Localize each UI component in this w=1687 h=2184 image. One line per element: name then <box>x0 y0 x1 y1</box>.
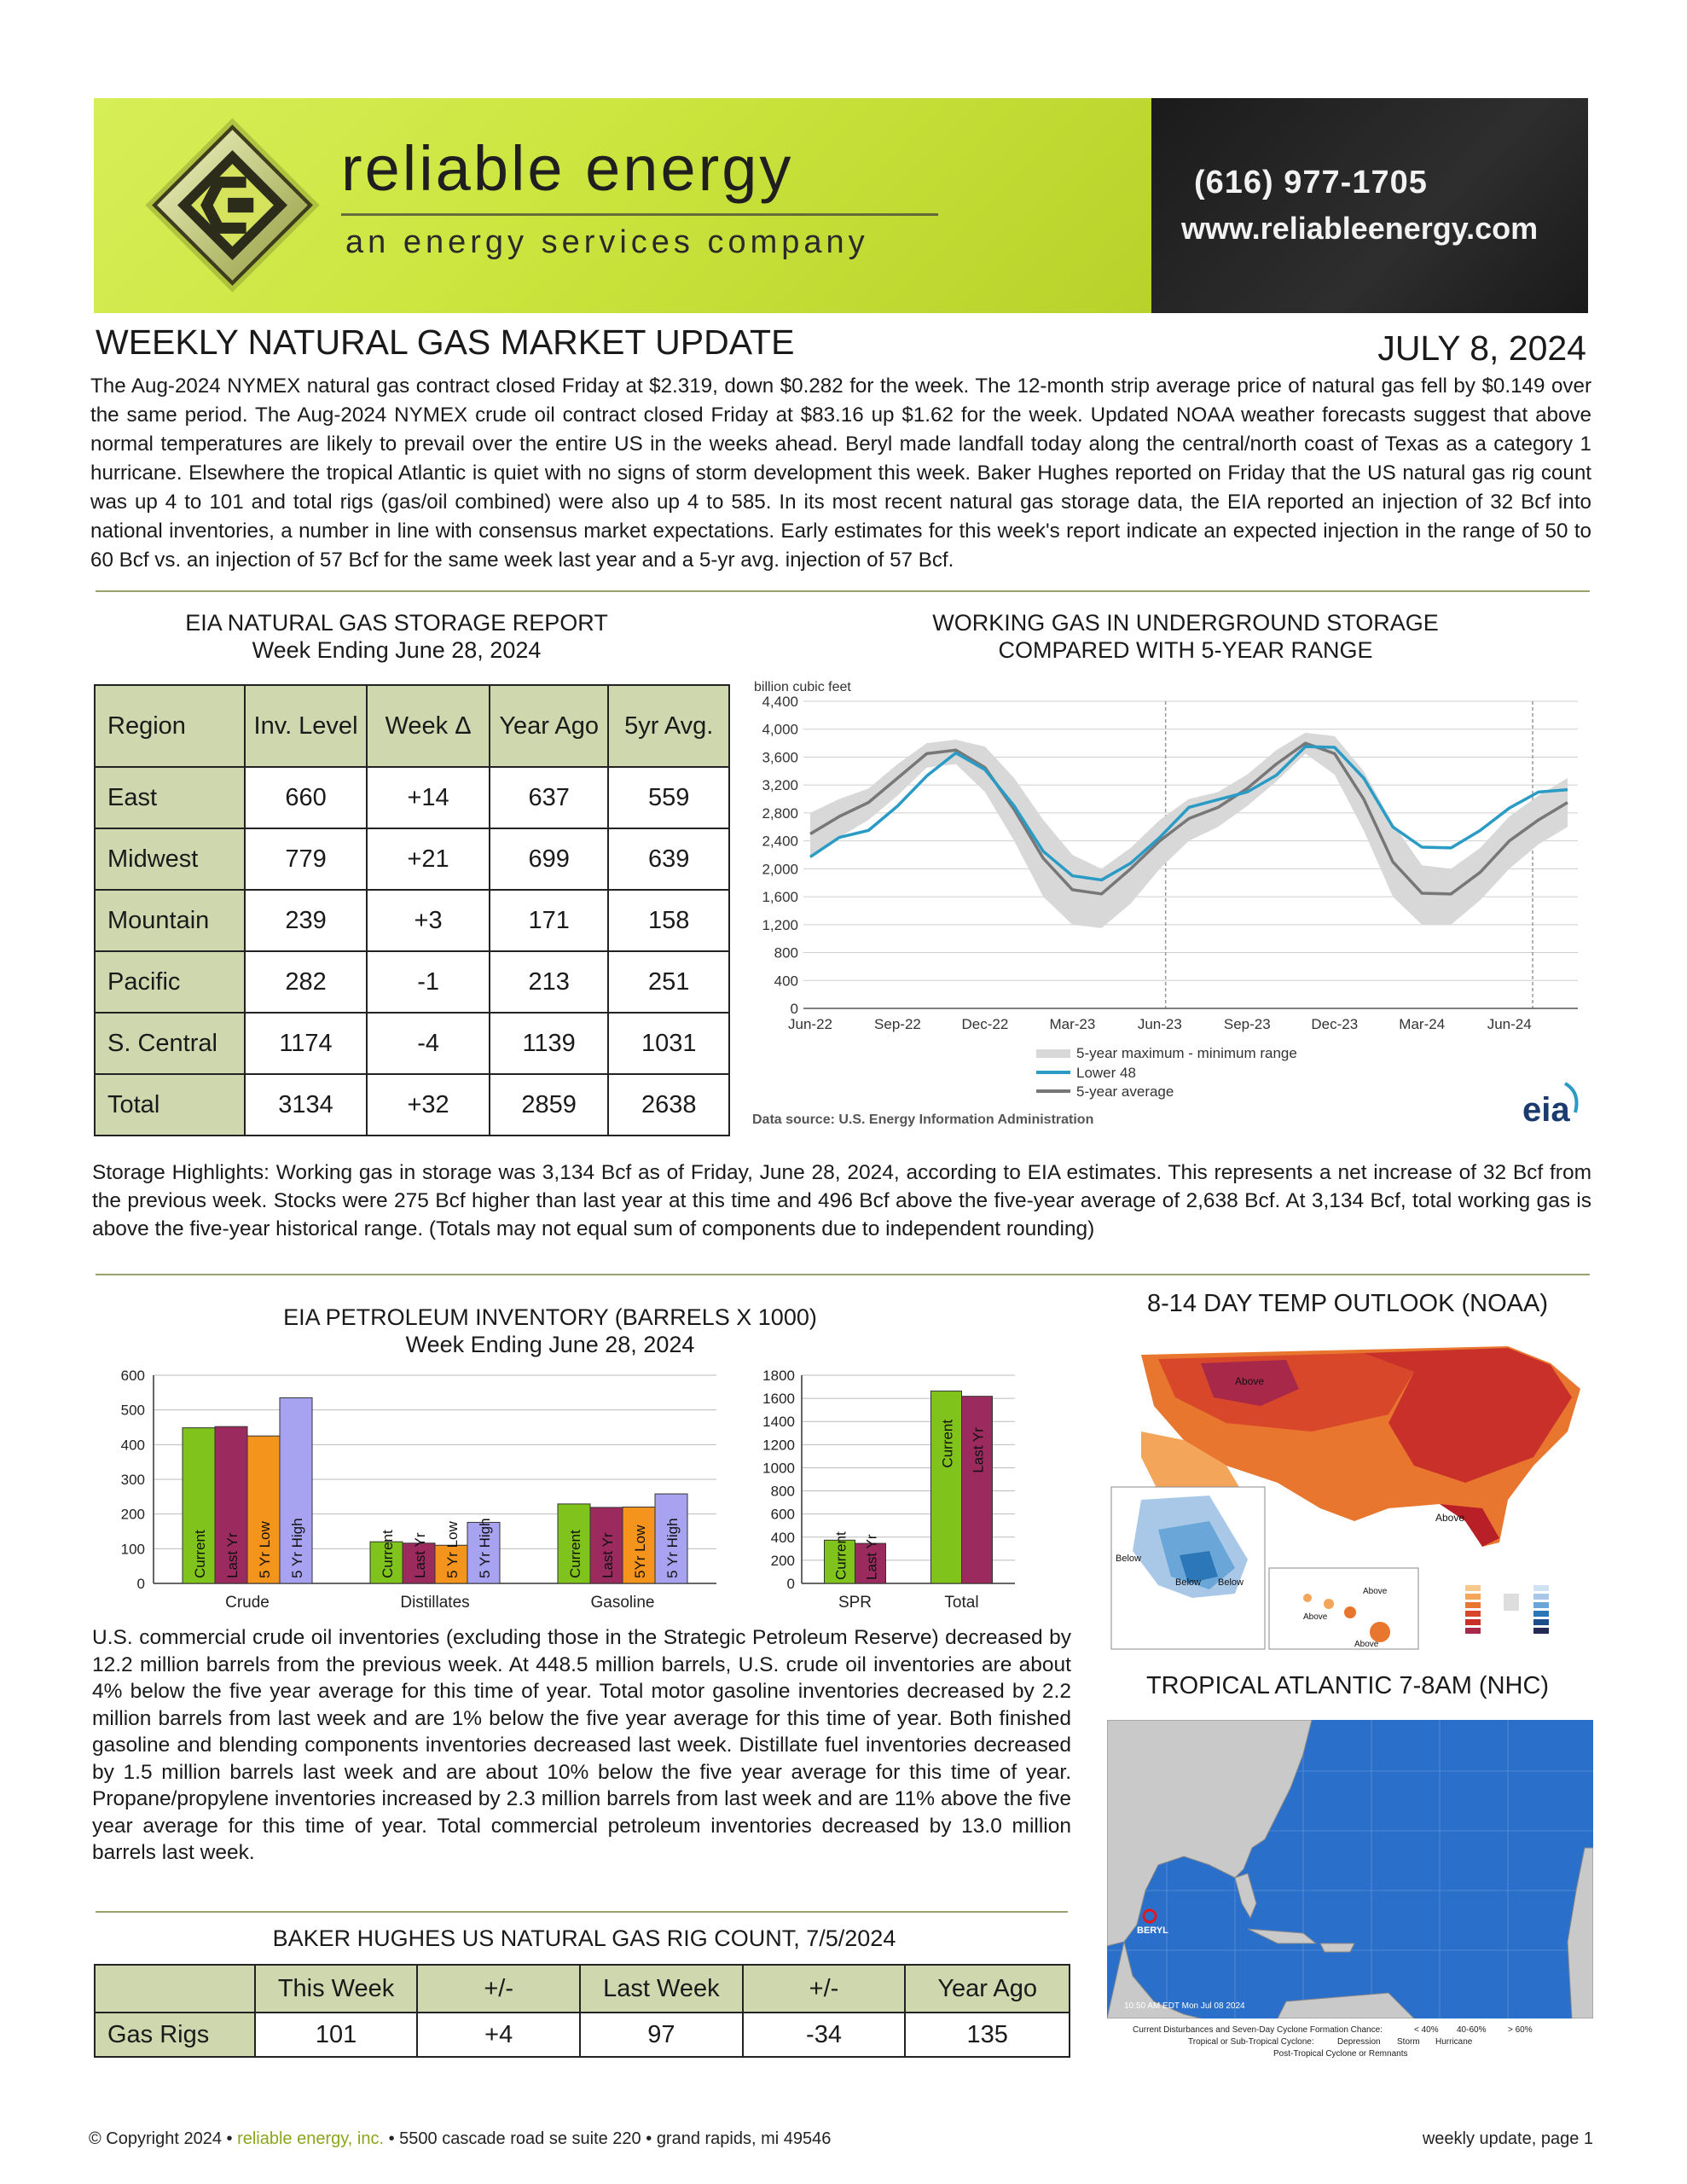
header-week-change: Week Δ <box>367 685 490 767</box>
table-cell: -34 <box>743 2013 906 2057</box>
y-tick-label: 1400 <box>762 1414 795 1431</box>
y-tick-label: 300 <box>120 1472 145 1488</box>
table-row <box>95 2013 1070 2057</box>
table-cell: +32 <box>367 1074 490 1136</box>
brand-divider <box>341 213 938 216</box>
phone-number: (616) 977-1705 <box>1194 165 1428 200</box>
y-tick-label: 600 <box>120 1368 145 1384</box>
petroleum-bar-chart <box>94 1365 1066 1621</box>
y-tick-label: 600 <box>770 1506 795 1523</box>
legend-high: > 60% <box>1508 2025 1533 2035</box>
y-tick-label: 200 <box>770 1552 795 1569</box>
x-tick-label: Sep-23 <box>1223 1016 1271 1032</box>
bar-label: Current <box>939 1419 956 1468</box>
y-tick-label: 800 <box>774 944 798 961</box>
hawaii-label-above: Above <box>1363 1587 1388 1596</box>
chart-unit-label: billion cubic feet <box>754 680 851 694</box>
table-cell: 3134 <box>245 1074 368 1136</box>
temp-outlook-title: 8-14 DAY TEMP OUTLOOK (NOAA) <box>1146 1290 1549 1317</box>
y-tick-label: 1,200 <box>762 916 798 933</box>
bar-label: Last Yr <box>863 1534 880 1580</box>
storage-line-chart <box>751 676 1595 1136</box>
y-tick-label: 500 <box>120 1402 145 1419</box>
table-cell: 239 <box>245 890 368 951</box>
tropical-atlantic-map <box>1107 1720 1593 2061</box>
footer-company: reliable energy, inc. <box>237 2129 385 2148</box>
hawaii-label-above-2: Above <box>1303 1612 1328 1622</box>
legend-hurricane: Hurricane <box>1435 2037 1473 2047</box>
bar-label: Last Yr <box>412 1532 428 1578</box>
petroleum-chart-title: EIA PETROLEUM INVENTORY (BARRELS X 1000) <box>283 1304 817 1330</box>
region-label: Total <box>95 1074 245 1136</box>
header-5yr-avg: 5yr Avg. <box>608 685 729 767</box>
y-tick-label: 100 <box>120 1541 145 1558</box>
footer-copyright: © Copyright 2024 <box>89 2129 222 2148</box>
table-cell: 1139 <box>490 1013 609 1074</box>
table-cell: 97 <box>580 2013 743 2057</box>
y-tick-label: 400 <box>774 973 798 990</box>
x-tick-label: Mar-23 <box>1049 1016 1096 1032</box>
y-tick-label: 1000 <box>762 1460 795 1477</box>
alaska-label-below-2: Below <box>1175 1577 1201 1588</box>
page-title: WEEKLY NATURAL GAS MARKET UPDATE <box>96 322 795 362</box>
legend-low: < 40% <box>1414 2025 1439 2035</box>
x-tick-label: Jun-24 <box>1487 1016 1532 1032</box>
y-tick-label: 2,000 <box>762 861 798 878</box>
y-tick-label: 2,800 <box>762 804 798 822</box>
bar-total-1 <box>962 1397 993 1583</box>
table-cell: +3 <box>367 890 490 951</box>
table-cell: +4 <box>417 2013 580 2057</box>
beryl-label: BERYL <box>1137 1926 1168 1936</box>
table-cell: 699 <box>490 828 609 890</box>
rig-count-table <box>94 1964 1070 2058</box>
header-this-week: This Week <box>255 1965 418 2013</box>
y-tick-label: 400 <box>770 1529 795 1546</box>
map-label-above-se: Above <box>1435 1512 1465 1524</box>
region-label: Mountain <box>95 890 245 951</box>
legend-swatch-range <box>1036 1049 1070 1058</box>
y-tick-label: 1200 <box>762 1437 795 1454</box>
table-cell: 135 <box>905 2013 1070 2057</box>
footer-bullet: • <box>646 2129 657 2148</box>
y-tick-label: 4,400 <box>762 694 798 710</box>
range-band <box>810 733 1568 928</box>
table-cell: 2638 <box>608 1074 729 1136</box>
table-cell: 213 <box>490 951 609 1013</box>
table-row <box>95 951 729 1013</box>
footer-left <box>89 2129 831 2149</box>
section-divider <box>96 1911 1068 1913</box>
footer-page-number: weekly update, page 1 <box>1422 2129 1593 2148</box>
storage-report-title: EIA NATURAL GAS STORAGE REPORT <box>185 610 608 636</box>
table-cell: -1 <box>367 951 490 1013</box>
x-category-label: SPR <box>838 1594 872 1612</box>
company-logo-icon <box>141 113 324 297</box>
table-cell: 282 <box>245 951 368 1013</box>
y-tick-label: 0 <box>790 1001 798 1017</box>
x-category-label: Gasoline <box>590 1594 655 1612</box>
x-tick-label: Jun-22 <box>788 1016 832 1032</box>
legend-label-5yr-avg: 5-year average <box>1076 1083 1174 1100</box>
legend-line-1: Current Disturbances and Seven-Day Cyclone Formation Chance: <box>1133 2025 1383 2035</box>
rig-table-header <box>95 1965 1070 2013</box>
section-divider <box>96 1274 1590 1275</box>
header-year-ago: Year Ago <box>490 685 609 767</box>
bar-label: Current <box>192 1530 208 1578</box>
eia-logo: eia <box>1522 1091 1570 1129</box>
bar-label: 5 Yr High <box>664 1518 681 1578</box>
x-category-label: Distillates <box>400 1594 470 1612</box>
table-cell: 101 <box>255 2013 418 2057</box>
header-region: Region <box>95 685 245 767</box>
table-cell: +14 <box>367 767 490 828</box>
y-tick-label: 1,600 <box>762 889 798 906</box>
storage-report-subtitle: Week Ending June 28, 2024 <box>252 637 542 663</box>
legend-mid: 40-60% <box>1457 2025 1487 2035</box>
y-tick-label: 0 <box>136 1576 145 1592</box>
header-banner <box>94 98 1588 313</box>
region-label: East <box>95 767 245 828</box>
temp-outlook-map <box>1107 1338 1593 1653</box>
region-label: S. Central <box>95 1013 245 1074</box>
x-tick-label: Jun-23 <box>1137 1016 1182 1032</box>
region-label: Midwest <box>95 828 245 890</box>
header-year-ago: Year Ago <box>905 1965 1070 2013</box>
y-tick-label: 400 <box>120 1437 145 1454</box>
table-cell: 171 <box>490 890 609 951</box>
storage-chart-title: WORKING GAS IN UNDERGROUND STORAGE <box>932 610 1439 636</box>
legend-storm: Storm <box>1397 2037 1420 2047</box>
y-tick-label: 1800 <box>762 1368 795 1384</box>
brand-tagline: an energy services company <box>345 224 869 260</box>
x-tick-label: Mar-24 <box>1399 1016 1446 1032</box>
intro-paragraph: The Aug-2024 NYMEX natural gas contract closed Friday at $2.319, down $0.282 for the week. The 12-month strip average price of natural gas fell by $0.149 over the same period. The Aug-2024 NYMEX crude oil contract closed Friday at $83.16 up $1.62 for the week. Updated NOAA weather forecasts suggest that above normal temperatures are likely to prevail over the entire US in the weeks ahead. Beryl made landfall today along the central/north coast of Texas as a category 1 hurricane. Elsewhere the tropical Atlantic is quiet with no signs of storm development this week. Baker Hughes reported on Friday that the US natural gas rig count was up 4 to 101 and total rigs (gas/oil combined) were also up 4 to 585. In its most recent natural gas storage data, the EIA reported an injection of 32 Bcf into national inventories, a number in line with consensus market expectations. Early estimates for this week's report indicate an expected injection in the range of 50 to 60 Bcf vs. an injection of 57 Bcf for the same week last year and a 5-yr avg. injection of 57 Bcf. <box>90 375 1591 572</box>
table-cell: 637 <box>490 767 609 828</box>
bar-label: Last Yr <box>600 1532 616 1578</box>
header-change-1: +/- <box>417 1965 580 2013</box>
probability-legend <box>1440 1577 1585 1649</box>
hawaii-label-above-3: Above <box>1354 1640 1379 1649</box>
x-tick-label: Dec-23 <box>1311 1016 1359 1032</box>
table-cell: -4 <box>367 1013 490 1074</box>
region-label: Pacific <box>95 951 245 1013</box>
table-row <box>95 890 729 951</box>
footer-bullet: • <box>388 2129 400 2148</box>
bar-label: Current <box>380 1530 396 1578</box>
bar-label: Current <box>567 1530 583 1578</box>
storage-table <box>94 684 730 1136</box>
y-tick-label: 0 <box>786 1576 795 1592</box>
y-tick-label: 800 <box>770 1483 795 1500</box>
y-tick-label: 3,200 <box>762 777 798 794</box>
table-cell: 158 <box>608 890 729 951</box>
table-cell: 660 <box>245 767 368 828</box>
y-tick-label: 2,400 <box>762 833 798 850</box>
bar-label: 5 Yr High <box>289 1518 305 1578</box>
table-cell: 1174 <box>245 1013 368 1074</box>
header-change-2: +/- <box>743 1965 906 2013</box>
storage-chart-subtitle: COMPARED WITH 5-YEAR RANGE <box>998 637 1373 663</box>
bar-label: Last Yr <box>970 1427 987 1473</box>
legend-line-2: Tropical or Sub-Tropical Cyclone: <box>1188 2037 1314 2047</box>
y-tick-label: 1600 <box>762 1391 795 1408</box>
table-row <box>95 1013 729 1074</box>
hawaii-inset <box>1269 1568 1418 1649</box>
legend-label-lower48: Lower 48 <box>1076 1065 1136 1081</box>
x-category-label: Crude <box>225 1594 270 1612</box>
table-cell: +21 <box>367 828 490 890</box>
chart-source: Data source: U.S. Energy Information Administration <box>752 1112 1094 1127</box>
storage-table-header <box>95 685 729 767</box>
table-cell: 1031 <box>608 1013 729 1074</box>
footer-bullet: • <box>226 2129 238 2148</box>
bar-label: 5 Yr Low <box>444 1521 461 1578</box>
alaska-label-below-3: Below <box>1218 1577 1244 1588</box>
y-tick-label: 4,000 <box>762 721 798 738</box>
x-category-label: Total <box>944 1594 979 1612</box>
bar-label: Last Yr <box>224 1532 241 1578</box>
website-link[interactable]: www.reliableenergy.com <box>1181 211 1539 246</box>
bar-label: Current <box>832 1531 849 1580</box>
legend-label-range: 5-year maximum - minimum range <box>1076 1045 1297 1061</box>
rig-count-title: BAKER HUGHES US NATURAL GAS RIG COUNT, 7/5/2024 <box>272 1926 896 1951</box>
y-tick-label: 3,600 <box>762 749 798 766</box>
map-label-above: Above <box>1235 1375 1265 1387</box>
x-tick-label: Dec-22 <box>961 1016 1009 1032</box>
petroleum-chart-subtitle: Week Ending June 28, 2024 <box>405 1332 695 1357</box>
storage-highlights: Storage Highlights: Working gas in storage was 3,134 Bcf as of Friday, June 28, 2024, according to EIA estimates. This represents a net increase of 32 Bcf from the previous week. Stocks were 275 Bcf higher than last year at this time and 496 Bcf above the five-year average of 2,638 Bcf. At 3,134 Bcf, total working gas is above the five-year historical range. (Totals may not equal sum of components due to independent rounding) <box>92 1161 1591 1240</box>
bar-label: 5Yr Low <box>632 1525 648 1578</box>
alaska-label-below: Below <box>1116 1554 1141 1564</box>
section-divider <box>96 590 1590 592</box>
petroleum-paragraph: U.S. commercial crude oil inventories (excluding those in the Strategic Petroleum Reserve) decreased by 12.2 million barrels from the previous week. At 448.5 million barrels, U.S. crude oil inventories are about 4% below the five year average for this time of year. Total motor gasoline inventories decreased by 2.2 million barrels from last week and are 1% below the five year average for this time of year. Both finished gasoline and blending components inventories decreased last week. Distillate fuel inventories decreased by 1.5 million barrels last week and are about 10% below the five year average for this time of year. Propane/propylene inventories increased by 2.3 million barrels from last week and are 11% above the five year average for this time of year. Total commercial petroleum inventories decreased by 13.0 million barrels last week. <box>92 1626 1071 1864</box>
row-label-gas-rigs: Gas Rigs <box>95 2013 255 2057</box>
header-blank <box>95 1965 255 2013</box>
footer-city: grand rapids, mi 49546 <box>656 2129 832 2148</box>
y-tick-label: 200 <box>120 1506 145 1523</box>
table-cell: 779 <box>245 828 368 890</box>
bar-label: 5 Yr Low <box>257 1521 273 1578</box>
report-date: JULY 8, 2024 <box>1377 328 1586 368</box>
footer-address: 5500 cascade road se suite 220 <box>399 2129 641 2148</box>
tropical-title: TROPICAL ATLANTIC 7-8AM (NHC) <box>1145 1672 1550 1699</box>
table-cell: 559 <box>608 767 729 828</box>
map-timestamp: 10:50 AM EDT Mon Jul 08 2024 <box>1124 2001 1245 2011</box>
legend-depression: Depression <box>1337 2037 1381 2047</box>
banner-dark-panel <box>1151 98 1588 313</box>
table-row <box>95 828 729 890</box>
table-row-total <box>95 1074 729 1136</box>
table-cell: 2859 <box>490 1074 609 1136</box>
bar-label: 5 Yr High <box>477 1518 493 1578</box>
brand-name: reliable energy <box>341 133 794 204</box>
legend-line-3: Post-Tropical Cyclone or Remnants <box>1273 2049 1408 2059</box>
table-cell: 251 <box>608 951 729 1013</box>
table-row <box>95 767 729 828</box>
table-cell: 639 <box>608 828 729 890</box>
header-inv-level: Inv. Level <box>245 685 368 767</box>
header-last-week: Last Week <box>580 1965 743 2013</box>
x-tick-label: Sep-22 <box>874 1016 921 1032</box>
